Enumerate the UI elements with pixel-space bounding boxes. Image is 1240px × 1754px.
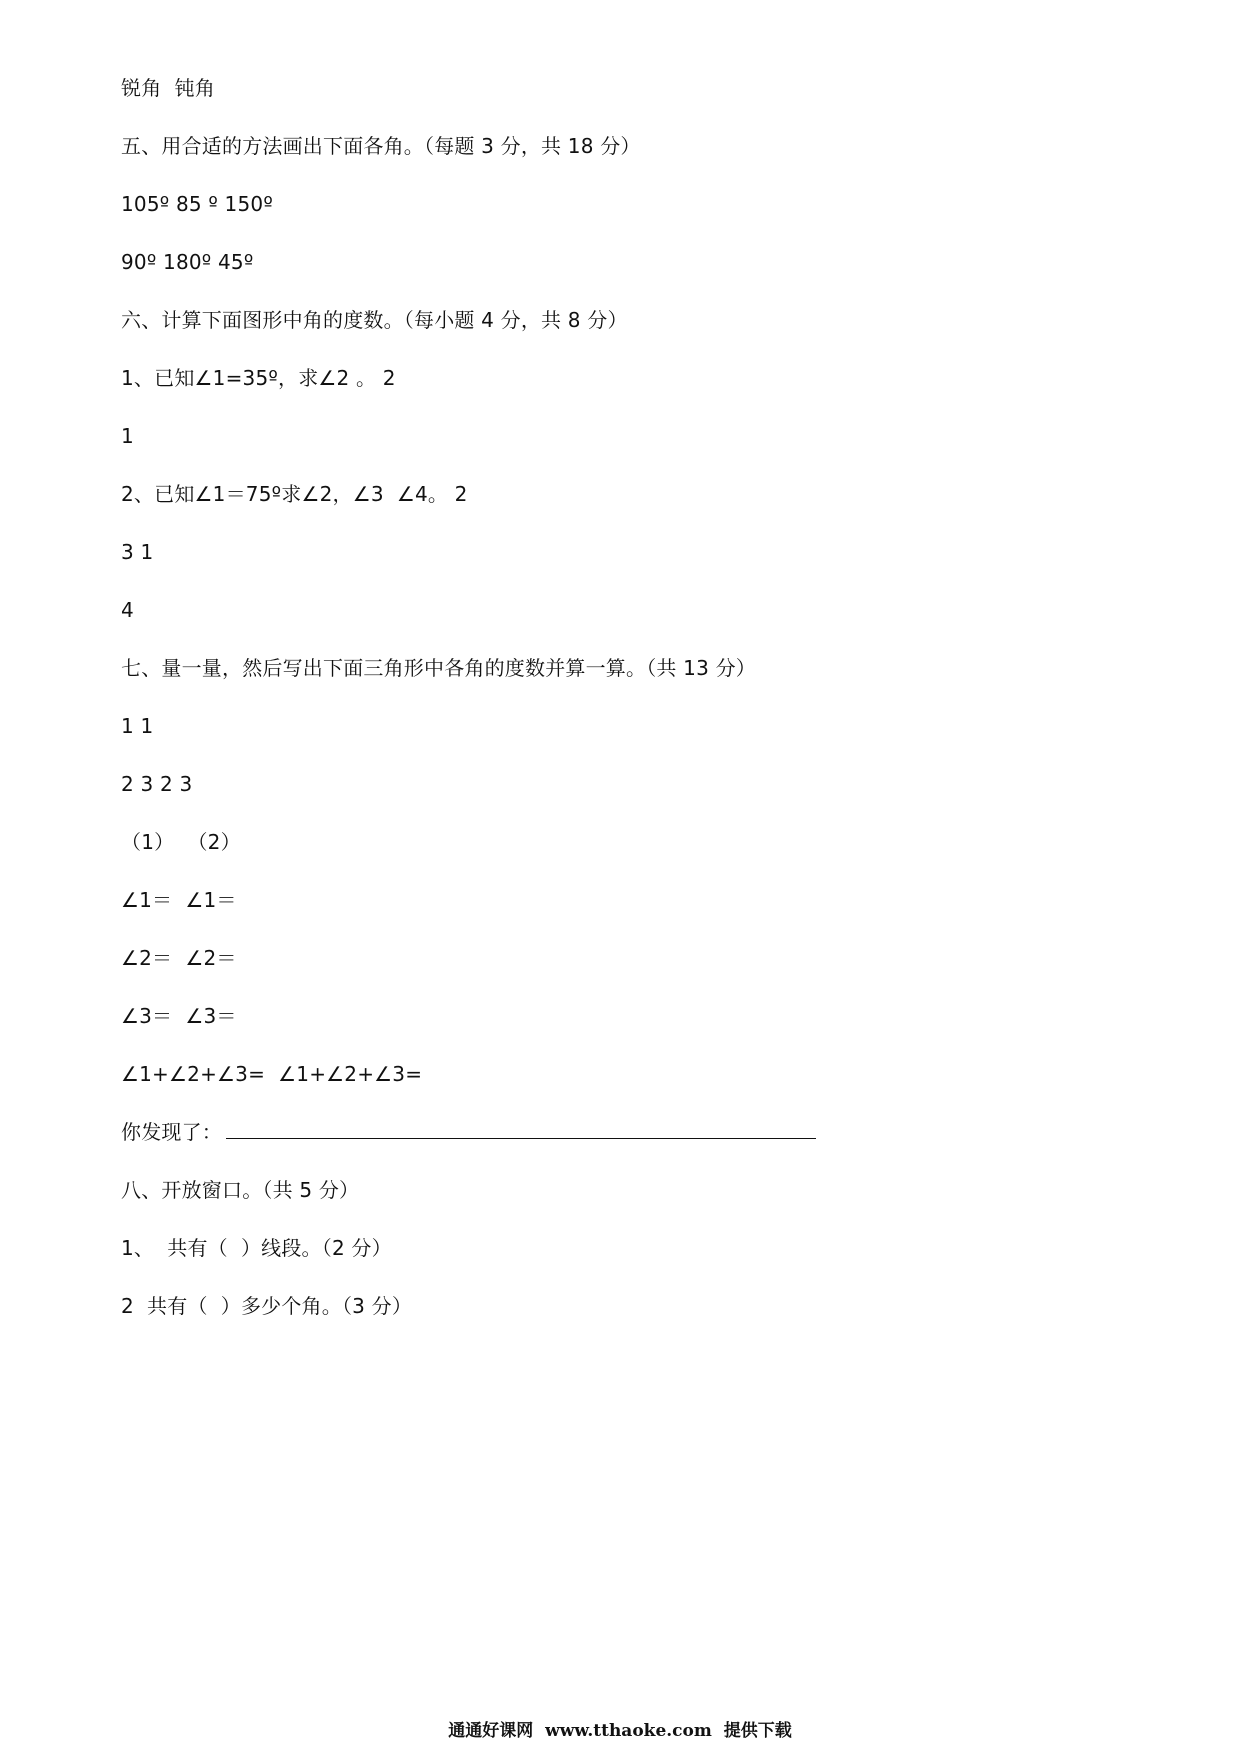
angles-row-2: 90º 180º 45º xyxy=(121,250,254,274)
question-8-1: 1、 共有（ ）线段。（2 分） xyxy=(121,1236,392,1260)
section-8-heading: 八、开放窗口。（共 5 分） xyxy=(121,1178,360,1202)
discovery-line xyxy=(121,1118,816,1146)
triangle-labels-top: 1 1 xyxy=(121,714,154,738)
angle-2-answers: ∠2＝ ∠2＝ xyxy=(121,946,237,970)
figure-label-1: 1 xyxy=(121,424,134,448)
answer-blank-line xyxy=(226,1118,816,1139)
angles-row-1: 105º 85 º 150º xyxy=(121,192,273,216)
triangle-numbers: （1） （2） xyxy=(121,830,241,854)
question-6-1: 1、已知∠1=35º，求∠2 。 2 xyxy=(121,366,396,390)
section-7-heading: 七、量一量，然后写出下面三角形中各角的度数并算一算。（共 13 分） xyxy=(121,656,756,680)
angle-sum-answers: ∠1+∠2+∠3= ∠1+∠2+∠3= xyxy=(121,1062,423,1086)
footer-credit: 通通好课网 www.tthaoke.com 提供下载 xyxy=(448,1721,792,1741)
figure-label-3-1: 3 1 xyxy=(121,540,154,564)
section-6-heading: 六、计算下面图形中角的度数。（每小题 4 分，共 8 分） xyxy=(121,308,628,332)
section-5-heading: 五、用合适的方法画出下面各角。（每题 3 分，共 18 分） xyxy=(121,134,641,158)
triangle-labels-bottom: 2 3 2 3 xyxy=(121,772,193,796)
angle-types-line: 锐角 钝角 xyxy=(121,76,215,100)
angle-3-answers: ∠3＝ ∠3＝ xyxy=(121,1004,237,1028)
question-6-2: 2、已知∠1＝75º求∠2，∠3 ∠4。 2 xyxy=(121,482,468,506)
question-8-2: 2 共有（ ）多少个角。（3 分） xyxy=(121,1294,413,1318)
discovery-label: 你发现了： xyxy=(121,1120,222,1144)
figure-label-4: 4 xyxy=(121,598,134,622)
angle-1-answers: ∠1＝ ∠1＝ xyxy=(121,888,237,912)
